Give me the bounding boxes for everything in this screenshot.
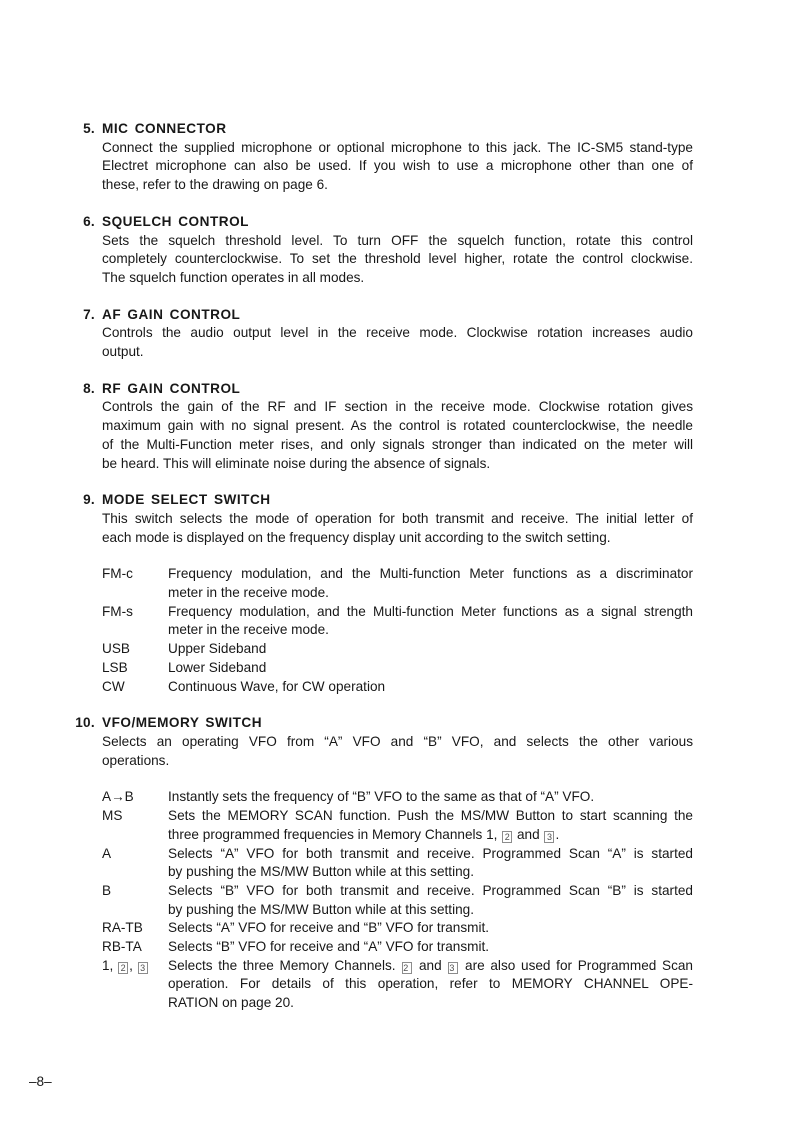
section-number: 9. xyxy=(83,492,95,508)
body-line: these, refer to the drawing on page 6. xyxy=(102,177,328,193)
body-line: The squelch function operates in all modes. xyxy=(102,269,365,285)
line-text: and xyxy=(513,826,544,842)
mode-option-usb xyxy=(102,640,693,659)
description-line: by pushing the MS/MW Button while at this setting. xyxy=(168,901,475,917)
option-description xyxy=(168,938,693,957)
section-heading xyxy=(83,120,693,139)
option-term: MS xyxy=(102,808,123,824)
channel-number-box: 3 xyxy=(448,962,458,974)
option-term: A xyxy=(102,845,112,861)
body-line: each mode is displayed on the frequency display unit according to the switch setting. xyxy=(102,529,611,545)
body-line: Selects an operating VFO from “A” VFO and “B” VFO, and selects the other various xyxy=(102,733,693,749)
option-term: FM-c xyxy=(102,566,133,582)
section-body xyxy=(102,324,693,361)
body-line: Connect the supplied microphone or optional microphone to this jack. The IC-SM5 stand-type xyxy=(102,139,693,155)
section-rf-gain-control xyxy=(83,380,693,474)
option-description xyxy=(168,882,693,919)
description-line: Selects “A” VFO for receive and “B” VFO for transmit. xyxy=(168,920,490,936)
vfo-option-memory-channels xyxy=(102,957,693,1013)
description-line: Continuous Wave, for CW operation xyxy=(168,678,386,694)
section-heading xyxy=(83,306,693,325)
body-line: This switch selects the mode of operation for both transmit and receive. The initial letter of xyxy=(102,510,693,526)
option-description xyxy=(168,807,693,844)
section-title: AF GAIN CONTROL xyxy=(102,306,241,322)
option-description xyxy=(168,919,693,938)
section-title: MIC CONNECTOR xyxy=(102,121,227,136)
option-description xyxy=(168,678,693,697)
vfo-option-b xyxy=(102,882,693,919)
description-line: operation. For details of this operation, refer to MEMORY CHANNEL OPE- xyxy=(168,976,693,992)
term-text: , xyxy=(129,957,137,973)
section-number: 10. xyxy=(75,715,95,731)
channel-number-box: 3 xyxy=(544,831,554,843)
section-body xyxy=(102,232,693,288)
section-title: MODE SELECT SWITCH xyxy=(102,492,271,508)
channel-number-box: 2 xyxy=(402,962,412,974)
option-description xyxy=(168,659,693,678)
vfo-option-ms xyxy=(102,807,693,844)
line-text: three programmed frequencies in Memory Channels 1, xyxy=(168,826,502,842)
description-line: RATION on page 20. xyxy=(168,995,294,1011)
body-line: Controls the gain of the RF and IF section in the receive mode. Clockwise rotation gives xyxy=(102,399,693,415)
description-line: Upper Sideband xyxy=(168,641,267,657)
description-line xyxy=(168,957,693,976)
body-line: be heard. This will eliminate noise during the absence of signals. xyxy=(102,455,491,471)
section-body xyxy=(102,510,693,547)
description-line: Selects “B” VFO for receive and “A” VFO for transmit. xyxy=(168,939,490,955)
option-description xyxy=(168,640,693,659)
section-title: SQUELCH CONTROL xyxy=(102,213,249,229)
option-description xyxy=(168,845,693,882)
body-line: maximum gain with no signal present. As the control is rotated counterclockwise, the needle xyxy=(102,418,693,434)
option-description xyxy=(168,565,693,602)
mode-options-list xyxy=(102,565,693,696)
description-line: Frequency modulation, and the Multi-function Meter functions as a signal strength xyxy=(168,603,693,619)
page-number: –8– xyxy=(29,1074,52,1089)
section-body xyxy=(102,733,693,770)
section-body xyxy=(102,398,693,473)
document-body xyxy=(75,120,693,1031)
option-description xyxy=(168,957,693,1013)
option-term: FM-s xyxy=(102,603,133,619)
description-line: by pushing the MS/MW Button while at this setting. xyxy=(168,864,475,880)
section-number: 6. xyxy=(83,213,95,229)
vfo-options-list xyxy=(102,788,693,1012)
option-term: RB-TA xyxy=(102,939,142,955)
body-line: of the Multi-Function meter rises, and only signals stronger than indicated on the meter will xyxy=(102,436,693,452)
mode-option-fm-c xyxy=(102,565,693,602)
description-line: meter in the receive mode. xyxy=(168,622,329,638)
mode-option-lsb xyxy=(102,659,693,678)
body-line: Electret microphone can also be used. If you wish to use a microphone other than one of xyxy=(102,158,693,174)
line-text: and xyxy=(413,957,448,973)
option-term: B xyxy=(102,882,112,898)
description-line: Selects “A” VFO for both transmit and receive. Programmed Scan “A” is started xyxy=(168,845,693,861)
body-line: Sets the squelch threshold level. To turn OFF the squelch function, rotate this control xyxy=(102,232,693,248)
vfo-option-ra-tb xyxy=(102,919,693,938)
section-mic-connector xyxy=(83,120,693,195)
body-line: Controls the audio output level in the receive mode. Clockwise rotation increases audio xyxy=(102,325,693,341)
channel-number-box: 2 xyxy=(502,831,512,843)
line-text: Selects the three Memory Channels. xyxy=(168,957,402,973)
section-vfo-memory-switch xyxy=(75,714,693,1013)
section-body xyxy=(102,139,693,195)
description-line xyxy=(168,826,693,845)
body-line: completely counterclockwise. To set the threshold level higher, rotate the control clockwise. xyxy=(102,251,693,267)
vfo-option-rb-ta xyxy=(102,938,693,957)
section-af-gain-control xyxy=(83,306,693,362)
description-line: Instantly sets the frequency of “B” VFO to the same as that of “A” VFO. xyxy=(168,789,595,805)
option-term: RA-TB xyxy=(102,920,143,936)
section-number: 7. xyxy=(83,306,95,322)
mode-option-cw xyxy=(102,678,693,697)
description-line: Frequency modulation, and the Multi-function Meter functions as a discriminator xyxy=(168,566,693,582)
line-text: . xyxy=(555,826,560,842)
mode-option-fm-s xyxy=(102,603,693,640)
option-term xyxy=(102,957,149,976)
option-description xyxy=(168,603,693,640)
vfo-option-a-to-b xyxy=(102,788,693,807)
vfo-option-a xyxy=(102,845,693,882)
option-term: USB xyxy=(102,641,130,657)
body-line: output. xyxy=(102,344,144,360)
description-line: Lower Sideband xyxy=(168,659,267,675)
section-heading xyxy=(83,213,693,232)
option-term: LSB xyxy=(102,659,128,675)
description-line: Selects “B” VFO for both transmit and receive. Programmed Scan “B” is started xyxy=(168,882,693,898)
description-line: Sets the MEMORY SCAN function. Push the MS/MW Button to start scanning the xyxy=(168,808,693,824)
section-number: 8. xyxy=(83,380,95,396)
section-squelch-control xyxy=(83,213,693,288)
section-heading xyxy=(75,714,693,733)
channel-number-box: 3 xyxy=(138,962,148,974)
term-text: 1, xyxy=(102,957,118,973)
channel-number-box: 2 xyxy=(118,962,128,974)
section-heading xyxy=(83,491,693,510)
line-text: are also used for Programmed Scan xyxy=(459,957,693,973)
section-number: 5. xyxy=(83,121,95,136)
section-title: VFO/MEMORY SWITCH xyxy=(102,715,263,731)
option-term: A→B xyxy=(102,789,134,805)
body-line: operations. xyxy=(102,752,170,768)
section-heading xyxy=(83,380,693,399)
option-term: CW xyxy=(102,678,125,694)
description-line: meter in the receive mode. xyxy=(168,585,329,601)
section-mode-select-switch xyxy=(83,491,693,696)
option-description xyxy=(168,788,693,807)
section-title: RF GAIN CONTROL xyxy=(102,380,241,396)
